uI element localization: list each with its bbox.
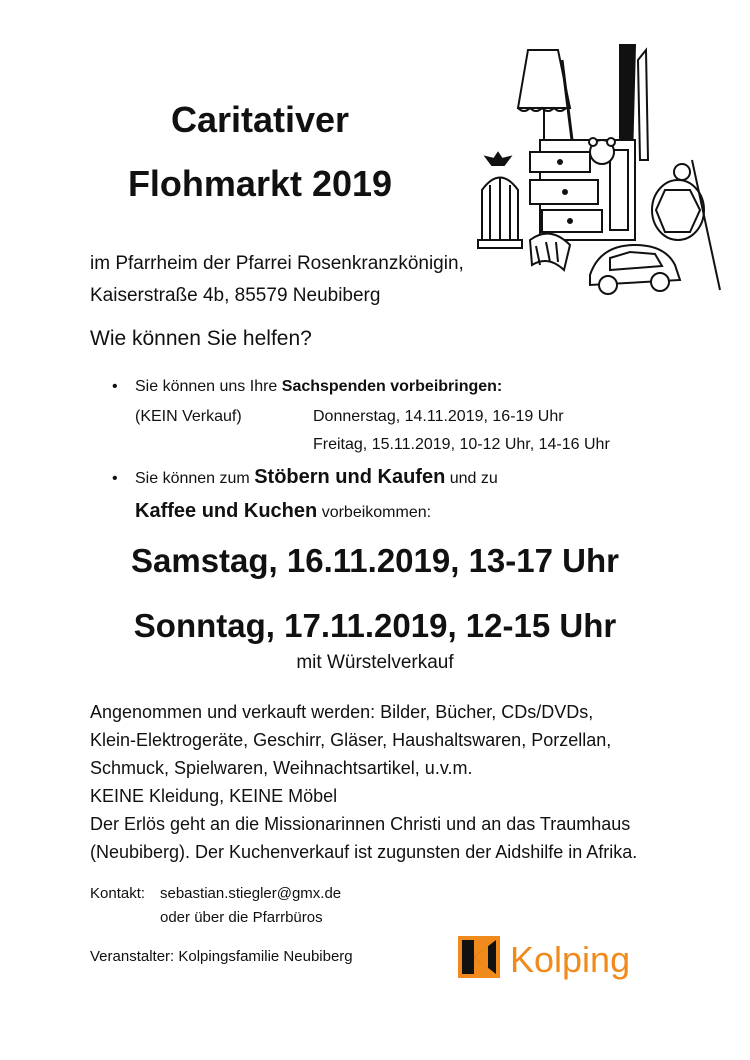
venue-line-2: Kaiserstraße 4b, 85579 Neubiberg xyxy=(90,285,381,306)
sunday-date: Sonntag, 17.11.2019, 12-15 Uhr xyxy=(133,607,617,644)
bullet-dot-1: • xyxy=(112,378,118,395)
organizer: Veranstalter: Kolpingsfamilie Neubiberg xyxy=(90,948,353,965)
info-line-6: (Neubiberg). Der Kuchenverkauf ist zugunsten der Aidshilfe in Afrika. xyxy=(90,842,638,862)
sunday-note: mit Würstelverkauf xyxy=(296,652,454,673)
bullet-2-mid: und zu xyxy=(445,470,498,487)
bullet-1-line xyxy=(135,378,502,396)
bullet-2-line-1 xyxy=(135,466,498,489)
title-line-1: Caritativer xyxy=(170,99,350,140)
bullet-dot-2: • xyxy=(112,470,118,487)
title-line-2: Flohmarkt 2019 xyxy=(127,163,393,204)
info-line-3: Schmuck, Spielwaren, Weihnachtsartikel, u.v.m. xyxy=(90,758,473,778)
kolping-k-logo-icon xyxy=(458,936,500,978)
kolping-wordmark: Kolping xyxy=(510,939,631,980)
info-line-1: Angenommen und verkauft werden: Bilder, Bücher, CDs/DVDs, xyxy=(90,702,594,722)
contact-alt: oder über die Pfarrbüros xyxy=(160,909,323,926)
flea-market-items-illustration xyxy=(470,40,730,300)
contact-label: Kontakt: xyxy=(90,885,146,902)
bullet-2-suffix: vorbeikommen: xyxy=(317,504,432,521)
bullet-2-line-2 xyxy=(135,500,431,523)
bullet-2-emph-2: Kaffee und Kuchen xyxy=(135,500,318,522)
contact-email[interactable]: sebastian.stiegler@gmx.de xyxy=(160,885,342,902)
info-line-2: Klein-Elektrogeräte, Geschirr, Gläser, Haushaltswaren, Porzellan, xyxy=(90,730,612,750)
bullet-2-emph-1: Stöbern und Kaufen xyxy=(254,466,446,488)
info-line-4: KEINE Kleidung, KEINE Möbel xyxy=(90,786,338,806)
bullet-1-emph: Sachspenden vorbeibringen: xyxy=(281,378,503,395)
venue-line-1: im Pfarrheim der Pfarrei Rosenkranzkönigin, xyxy=(90,253,464,274)
bullet-1-note: (KEIN Verkauf) xyxy=(135,408,242,425)
help-question: Wie können Sie helfen? xyxy=(90,327,312,350)
bullet-1-prefix: Sie können uns Ihre xyxy=(135,378,282,395)
saturday-date: Samstag, 16.11.2019, 13-17 Uhr xyxy=(131,542,619,579)
bullet-2-prefix: Sie können zum xyxy=(135,470,255,487)
bullet-1-date-1: Donnerstag, 14.11.2019, 16-19 Uhr xyxy=(313,408,564,425)
info-line-5: Der Erlös geht an die Missionarinnen Christi und an das Traumhaus xyxy=(90,814,631,834)
bullet-1-date-2: Freitag, 15.11.2019, 10-12 Uhr, 14-16 Uhr xyxy=(313,436,610,453)
